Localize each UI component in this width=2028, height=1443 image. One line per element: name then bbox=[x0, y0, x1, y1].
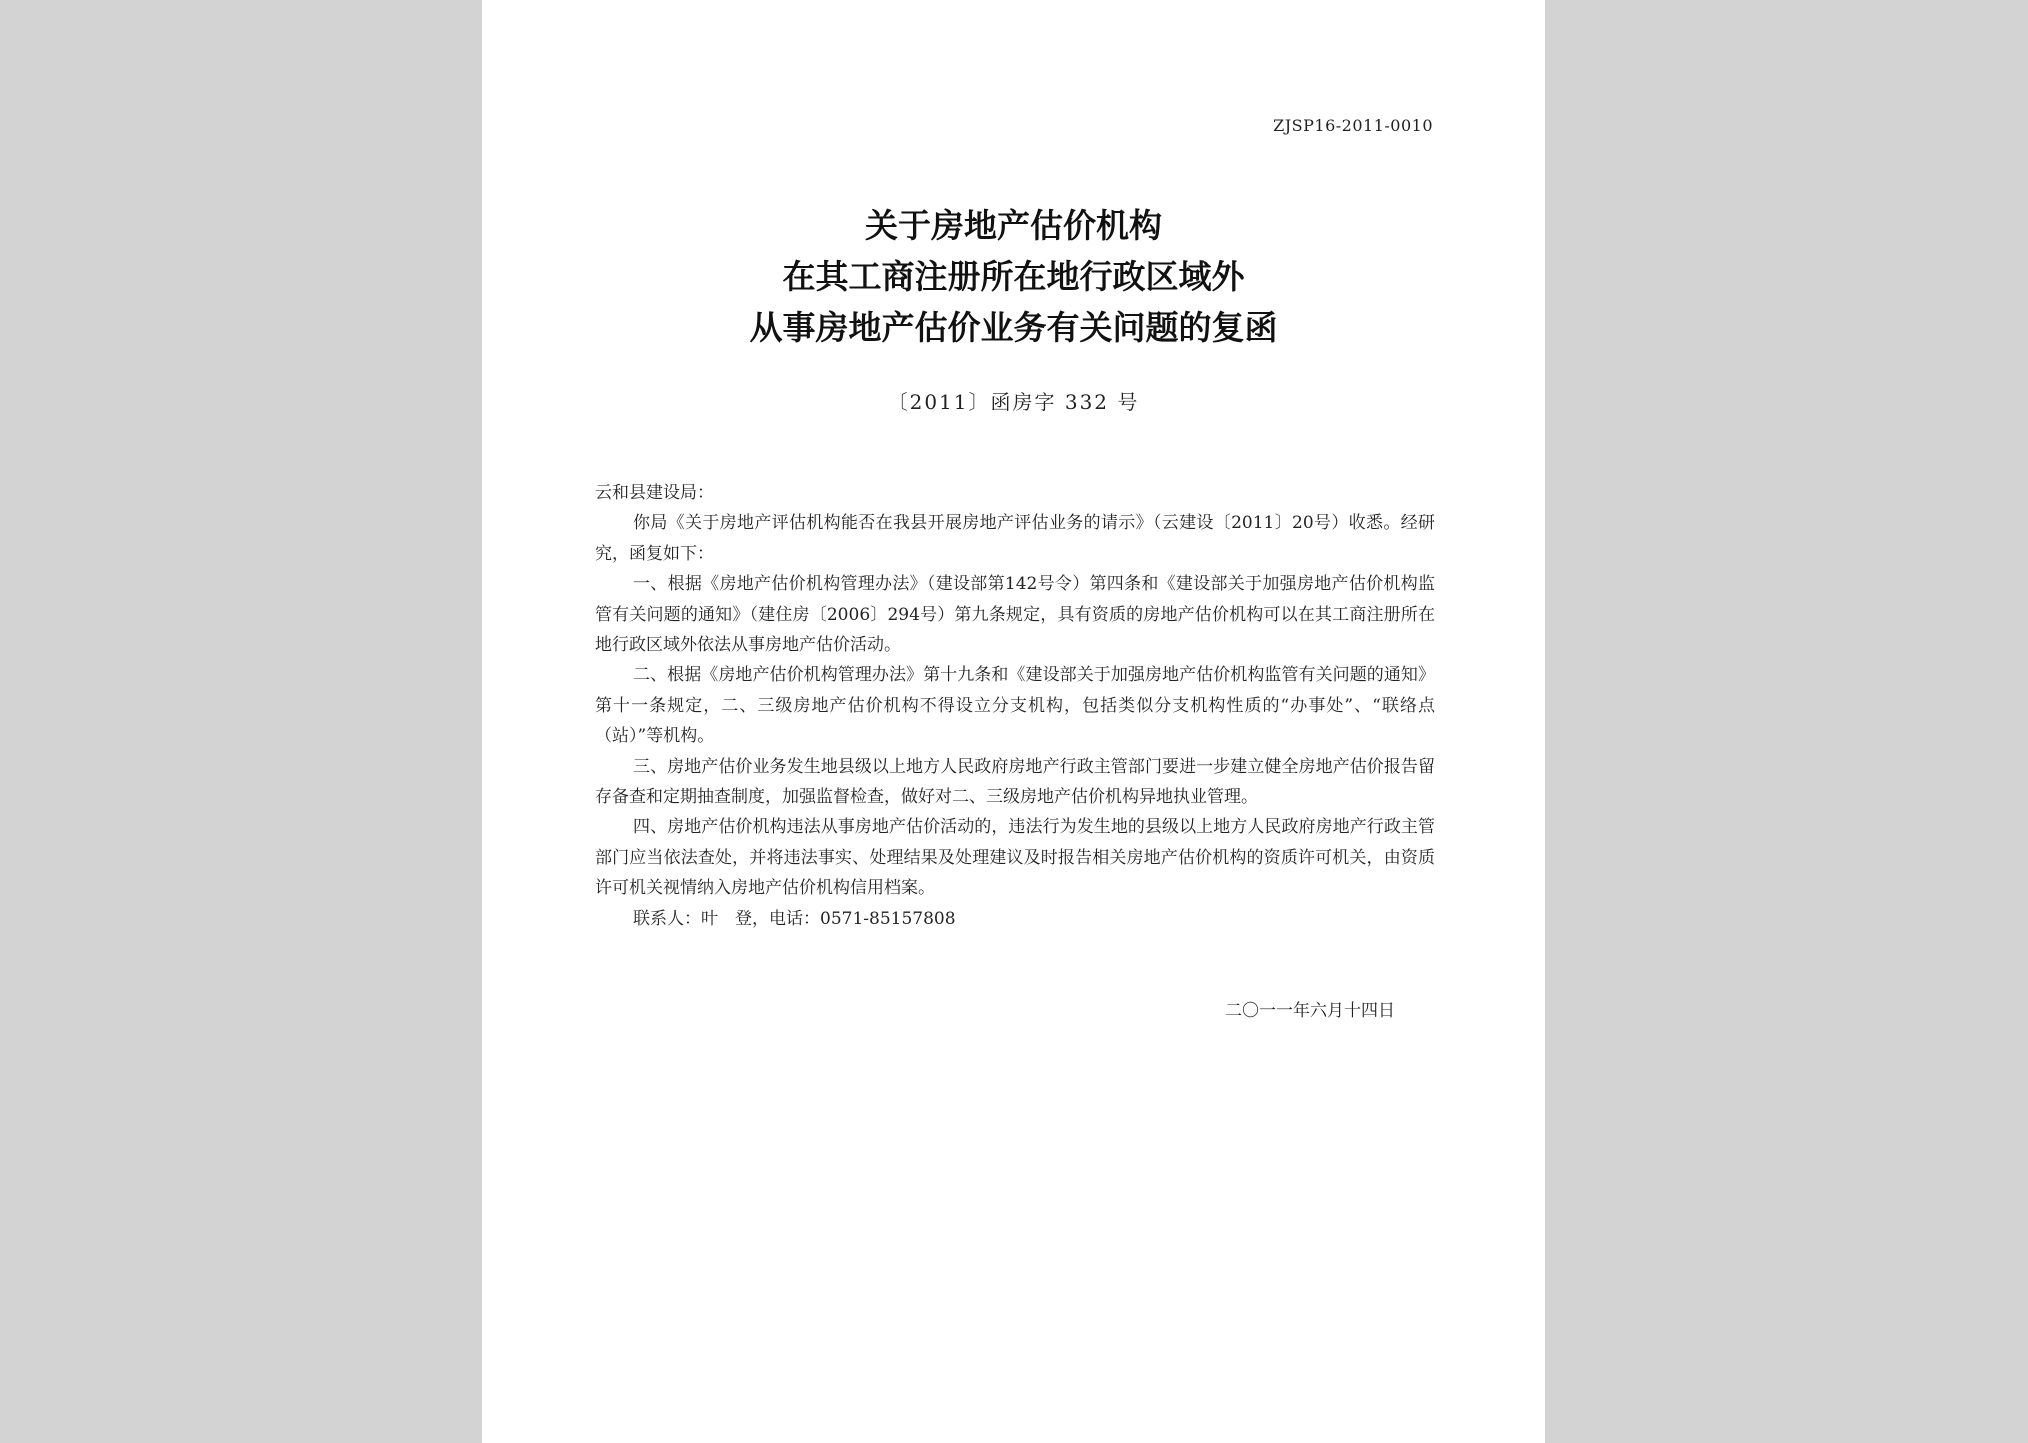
title-line-3: 从事房地产估价业务有关问题的复函 bbox=[749, 308, 1278, 347]
contact-line: 联系人：叶 登，电话：0571-85157808 bbox=[633, 908, 956, 929]
salutation: 云和县建设局： bbox=[595, 483, 714, 503]
document-title bbox=[482, 200, 1545, 353]
document-body bbox=[595, 478, 1435, 934]
paragraph-intro: 你局《关于房地产评估机构能否在我县开展房地产评估业务的请示》（云建设〔2011〕20号）收悉。经研究，函复如下： bbox=[595, 513, 1435, 564]
document-page bbox=[482, 0, 1545, 1443]
paragraph-item-1: 一、根据《房地产估价机构管理办法》（建设部第142号令）第四条和《建设部关于加强房地产估价机构监管有关问题的通知》（建住房〔2006〕294号）第九条规定，具有资质的房地产估价机构可以在其工商注册所在地行政区域外依法从事房地产估价活动。 bbox=[595, 574, 1435, 656]
document-code: ZJSP16-2011-0010 bbox=[1273, 116, 1433, 135]
paragraph-item-4: 四、房地产估价机构违法从事房地产估价活动的，违法行为发生地的县级以上地方人民政府房地产行政主管部门应当依法查处，并将违法事实、处理结果及处理建议及时报告相关房地产估价机构的资质许可机关，由资质许可机关视情纳入房地产估价机构信用档案。 bbox=[595, 817, 1435, 899]
document-date: 二〇一一年六月十四日 bbox=[1225, 1001, 1395, 1021]
paragraph-item-2: 二、根据《房地产估价机构管理办法》第十九条和《建设部关于加强房地产估价机构监管有关问题的通知》第十一条规定，二、三级房地产估价机构不得设立分支机构，包括类似分支机构性质的“办事处”、“联络点（站）”等机构。 bbox=[595, 665, 1435, 747]
document-number: 〔2011〕函房字 332 号 bbox=[887, 390, 1140, 414]
title-line-1: 关于房地产估价机构 bbox=[865, 206, 1162, 245]
paragraph-item-3: 三、房地产估价业务发生地县级以上地方人民政府房地产行政主管部门要进一步建立健全房地产估价报告留存备查和定期抽查制度，加强监督检查，做好对二、三级房地产估价机构异地执业管理。 bbox=[595, 756, 1435, 808]
title-line-2: 在其工商注册所在地行政区域外 bbox=[782, 257, 1245, 296]
